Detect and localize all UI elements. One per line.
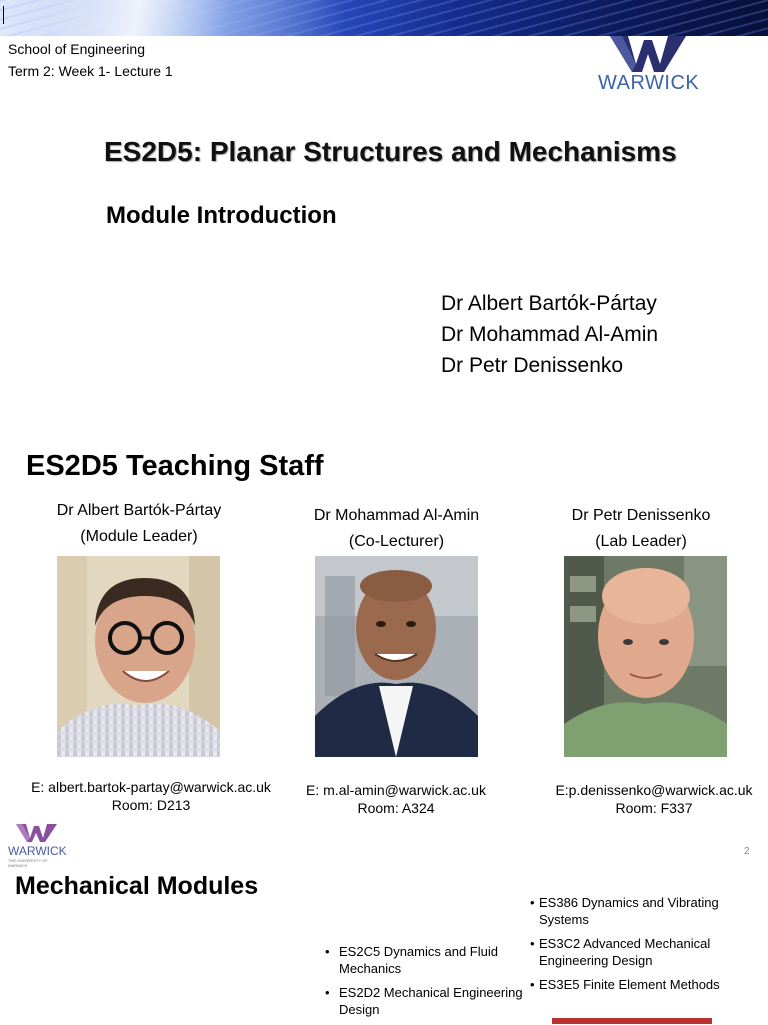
author-list — [441, 288, 658, 381]
staff-email[interactable]: E: m.al-amin@warwick.ac.uk — [306, 782, 486, 798]
school-name: School of Engineering — [8, 41, 145, 57]
contact-denissenko — [542, 781, 766, 817]
term-label: Term 2: Week 1- Lecture 1 — [8, 63, 173, 79]
staff-email[interactable]: E:p.denissenko@warwick.ac.uk — [555, 782, 753, 798]
staff-heading: ES2D5 Teaching Staff — [26, 450, 324, 482]
staff-card-denissenko — [534, 503, 748, 555]
staff-card-bartok — [20, 498, 258, 550]
contact-bartok — [14, 778, 288, 814]
contact-alamin — [282, 781, 510, 817]
text-cursor — [3, 6, 4, 24]
author-name: Dr Albert Bartók-Pártay — [441, 292, 657, 315]
page-title: ES2D5: Planar Structures and Mechanisms — [104, 136, 677, 167]
staff-name: Dr Albert Bartók-Pártay — [56, 502, 222, 519]
accent-bar — [552, 1018, 712, 1024]
staff-room: Room: D213 — [111, 797, 191, 813]
staff-room: Room: A324 — [357, 800, 435, 816]
list-item: • ES386 Dynamics and Vibrating Systems — [530, 894, 760, 928]
list-item: • ES3E5 Finite Element Methods — [530, 976, 760, 993]
module-list-year3 — [530, 894, 760, 1000]
list-item: • ES3C2 Advanced Mechanical Engineering Design — [530, 935, 760, 969]
author-name: Dr Mohammad Al-Amin — [441, 323, 659, 346]
staff-card-alamin — [280, 503, 513, 555]
module-list-year2 — [323, 943, 523, 1025]
staff-name: Dr Petr Denissenko — [571, 507, 711, 524]
warwick-logo-subtext: THE UNIVERSITY OF WARWICK — [8, 858, 48, 868]
staff-role: (Lab Leader) — [595, 533, 687, 550]
staff-role: (Co-Lecturer) — [348, 533, 445, 550]
staff-photo-denissenko — [564, 556, 727, 757]
staff-name: Dr Mohammad Al-Amin — [313, 507, 480, 524]
warwick-crest-icon — [592, 36, 702, 76]
staff-room: Room: F337 — [615, 800, 693, 816]
author-name: Dr Petr Denissenko — [441, 354, 624, 377]
warwick-crest-icon — [8, 824, 68, 844]
warwick-logo — [592, 36, 702, 100]
mechanical-modules-heading: Mechanical Modules — [15, 872, 259, 900]
warwick-logo-text: WARWICK — [8, 844, 67, 858]
page-subtitle: Module Introduction — [106, 202, 337, 229]
staff-email[interactable]: E: albert.bartok-partay@warwick.ac.uk — [31, 779, 271, 795]
list-item: • ES2C5 Dynamics and Fluid Mechanics — [323, 943, 523, 977]
list-item: • ES2D2 Mechanical Engineering Design — [323, 984, 523, 1018]
warwick-logo-text: WARWICK — [598, 72, 700, 94]
slide-header-text — [8, 38, 173, 82]
staff-photo-alamin — [315, 556, 478, 757]
page-number: 2 — [744, 846, 750, 857]
header-banner — [0, 0, 768, 36]
warwick-logo-small — [8, 824, 68, 868]
staff-photo-bartok — [57, 556, 220, 757]
staff-role: (Module Leader) — [80, 528, 198, 545]
